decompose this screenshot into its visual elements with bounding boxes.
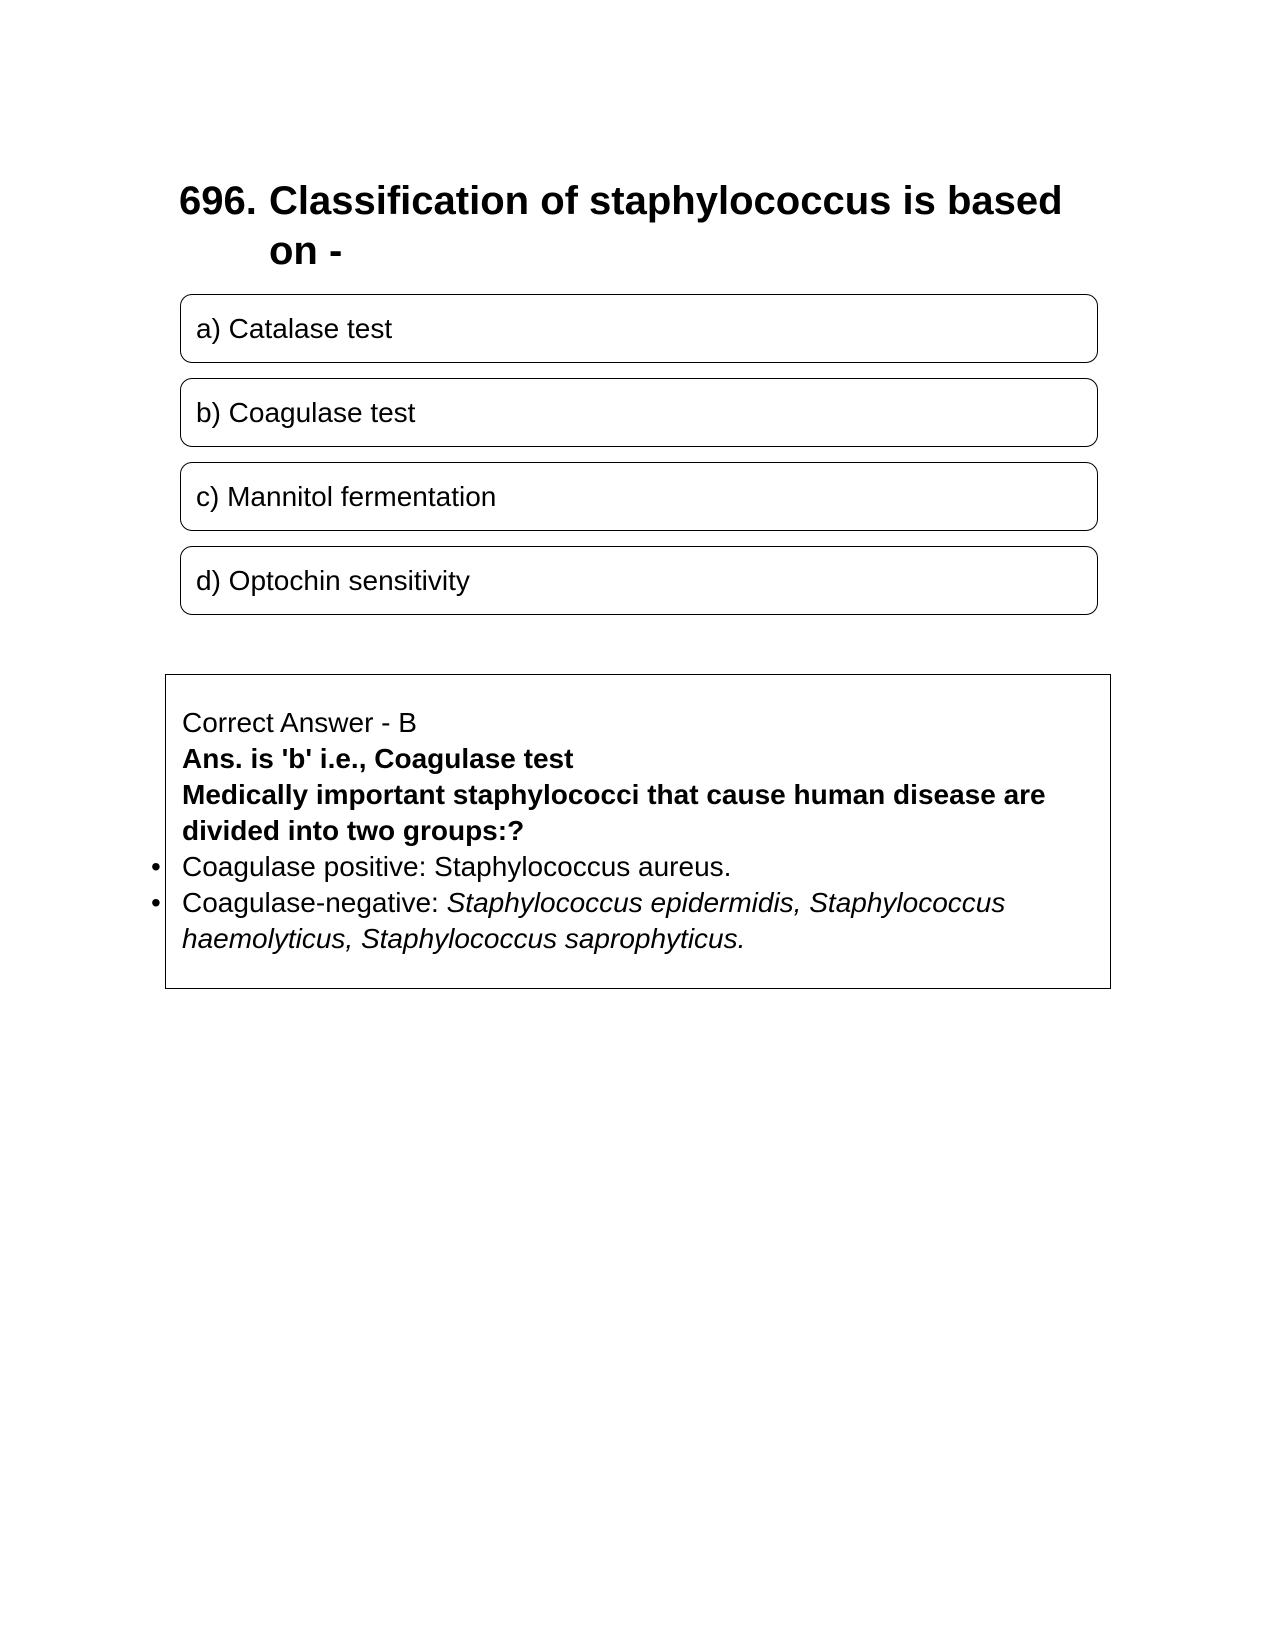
option-b[interactable] xyxy=(180,378,1098,447)
question-number: 696. xyxy=(179,179,257,223)
answer-bullet-list xyxy=(151,849,1095,957)
option-c-label: c) Mannitol fermentation xyxy=(196,480,497,512)
option-c[interactable] xyxy=(180,462,1098,531)
answer-heading: Ans. is 'b' i.e., Coagulase test xyxy=(182,743,574,774)
question-text: Classification of staphylococcus is based on - xyxy=(269,179,1063,273)
bullet-icon: • xyxy=(151,887,161,918)
list-item xyxy=(151,885,1095,957)
option-a[interactable] xyxy=(180,294,1098,363)
correct-answer-line: Correct Answer - B xyxy=(182,707,417,738)
options-list xyxy=(180,294,1098,630)
option-b-label: b) Coagulase test xyxy=(196,396,416,428)
option-d[interactable] xyxy=(180,546,1098,615)
answer-explanation xyxy=(151,674,1111,989)
bullet-lead: Coagulase-negative: xyxy=(182,887,447,918)
bullet-icon: • xyxy=(151,851,161,882)
question-heading xyxy=(179,176,1099,276)
answer-intro: Medically important staphylococci that cause human disease are divided into two groups:? xyxy=(182,779,1046,846)
list-item xyxy=(151,849,1095,885)
bullet-italic: Staphylococcus epidermidis, Staphylococcus haemolyticus, Staphylococcus saprophyticus. xyxy=(182,887,1006,954)
option-a-label: a) Catalase test xyxy=(196,312,393,344)
option-d-label: d) Optochin sensitivity xyxy=(196,564,470,596)
bullet-lead: Coagulase positive: Staphylococcus aureus. xyxy=(182,851,732,882)
